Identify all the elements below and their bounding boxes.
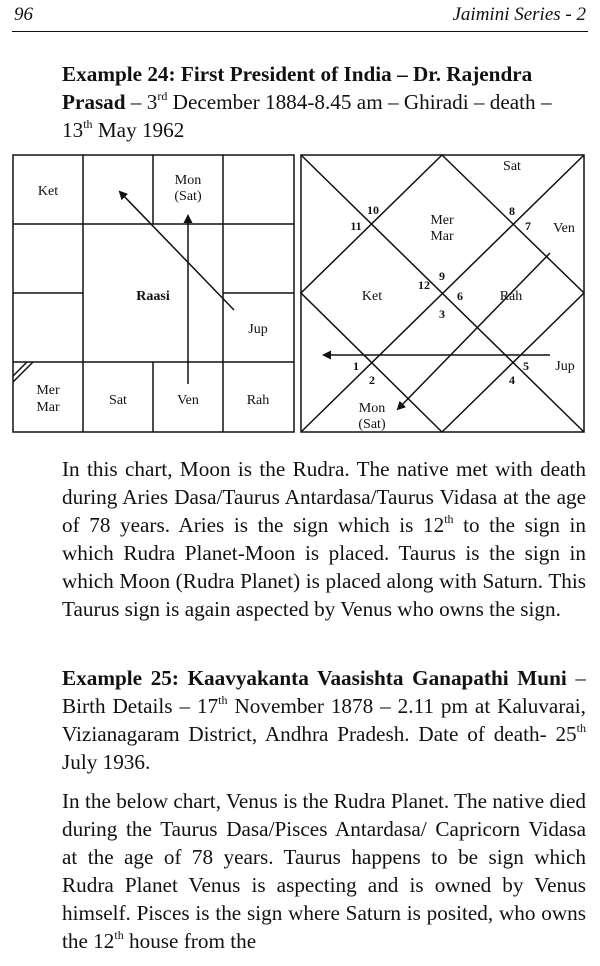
paragraph-1-text: In this chart, Moon is the Rudra. The native met with death during Aries Dasa/Taurus Antardasa/Taurus Vidasa at the age of 78 years. Aries is the sign which is 12 — [62, 457, 586, 537]
house-number: 6 — [457, 289, 463, 303]
house-number: 7 — [525, 219, 531, 233]
house-number: 9 — [439, 269, 445, 283]
aspect-arrow — [398, 253, 550, 409]
raasi-cell-mar: Mar — [36, 400, 60, 415]
raasi-cell-mon-sat: (Sat) — [174, 189, 202, 204]
planet-mon: Mon — [358, 401, 386, 416]
example-24-details: – 3 — [125, 90, 158, 114]
superscript: th — [576, 720, 586, 735]
paragraph-1-text: to the sign in which Rudra Planet-Moon is placed. Taurus is the sign in which Moon (Rudra Planet) is placed along with Saturn. This Taurus sign is again aspected by Venus who owns the sign. — [62, 513, 586, 621]
house-number: 10 — [367, 203, 379, 217]
example-25-details: November 1878 – 2.11 pm at Kaluvarai, Vizianagaram District, Andhra Pradesh. Date of death- 25 — [62, 694, 586, 746]
raasi-cell-rah: Rah — [246, 393, 270, 408]
raasi-chart — [12, 154, 296, 434]
example-24-details: December 1884-8.45 am – Ghiradi – death – 13 — [62, 90, 552, 142]
house-number: 12 — [418, 278, 430, 292]
raasi-chart-title: Raasi — [136, 289, 170, 304]
example-24-details: May 1962 — [92, 118, 185, 142]
house-number: 11 — [350, 219, 362, 233]
planet-ket: Ket — [361, 289, 383, 304]
paragraph-2-text: In the below chart, Venus is the Rudra Planet. The native died during the Taurus Dasa/Pisces Antardasa/ Capricorn Vidasa at the age of 78 years. Taurus happens to be sign which Rudra Planet Venus is aspecting and is owned by Venus himself. Pisces is the sign where Saturn is posited, who owns the 12 — [62, 789, 586, 953]
planet-mar: Mar — [430, 229, 454, 244]
north-indian-chart — [300, 154, 586, 434]
raasi-cell-mer: Mer — [36, 383, 60, 398]
raasi-cell-ket: Ket — [37, 184, 59, 199]
header-rule — [12, 31, 588, 32]
planet-rah: Rah — [499, 289, 523, 304]
planet-sat: Sat — [503, 159, 521, 174]
paragraph-2-text: house from the — [123, 929, 257, 953]
example-25-details: – Birth Details – 17 — [62, 666, 586, 718]
example-25-details: July 1936. — [62, 750, 151, 774]
raasi-cell-ven: Ven — [177, 393, 199, 408]
house-number: 8 — [509, 204, 515, 218]
example-24-label: Example 24: First President of India – Dr. Rajendra Prasad — [62, 62, 533, 114]
superscript: th — [444, 511, 454, 526]
superscript: rd — [157, 88, 168, 103]
house-number: 4 — [509, 373, 515, 387]
house-number: 5 — [523, 359, 529, 373]
house-number: 2 — [369, 373, 375, 387]
paragraph-1 — [62, 455, 586, 623]
example-25-heading — [62, 664, 586, 776]
superscript: th — [114, 927, 124, 942]
running-title: Jaimini Series - 2 — [452, 4, 586, 25]
example-25-label: Example 25: Kaavyakanta Vaasishta Ganapathi Muni — [62, 666, 567, 690]
planet-mer: Mer — [430, 213, 454, 228]
paragraph-2 — [62, 787, 586, 955]
superscript: th — [218, 692, 228, 707]
page-number: 96 — [14, 4, 33, 25]
planet-ven: Ven — [553, 221, 575, 236]
raasi-cell-mon: Mon — [174, 173, 202, 188]
planet-mon-sat: (Sat) — [358, 417, 386, 432]
house-number: 1 — [353, 359, 359, 373]
raasi-cell-jup: Jup — [248, 322, 268, 337]
planet-jup: Jup — [555, 359, 575, 374]
house-number: 3 — [439, 307, 445, 321]
example-24-heading — [62, 60, 586, 144]
raasi-cell-sat: Sat — [109, 393, 127, 408]
superscript: th — [83, 116, 93, 131]
